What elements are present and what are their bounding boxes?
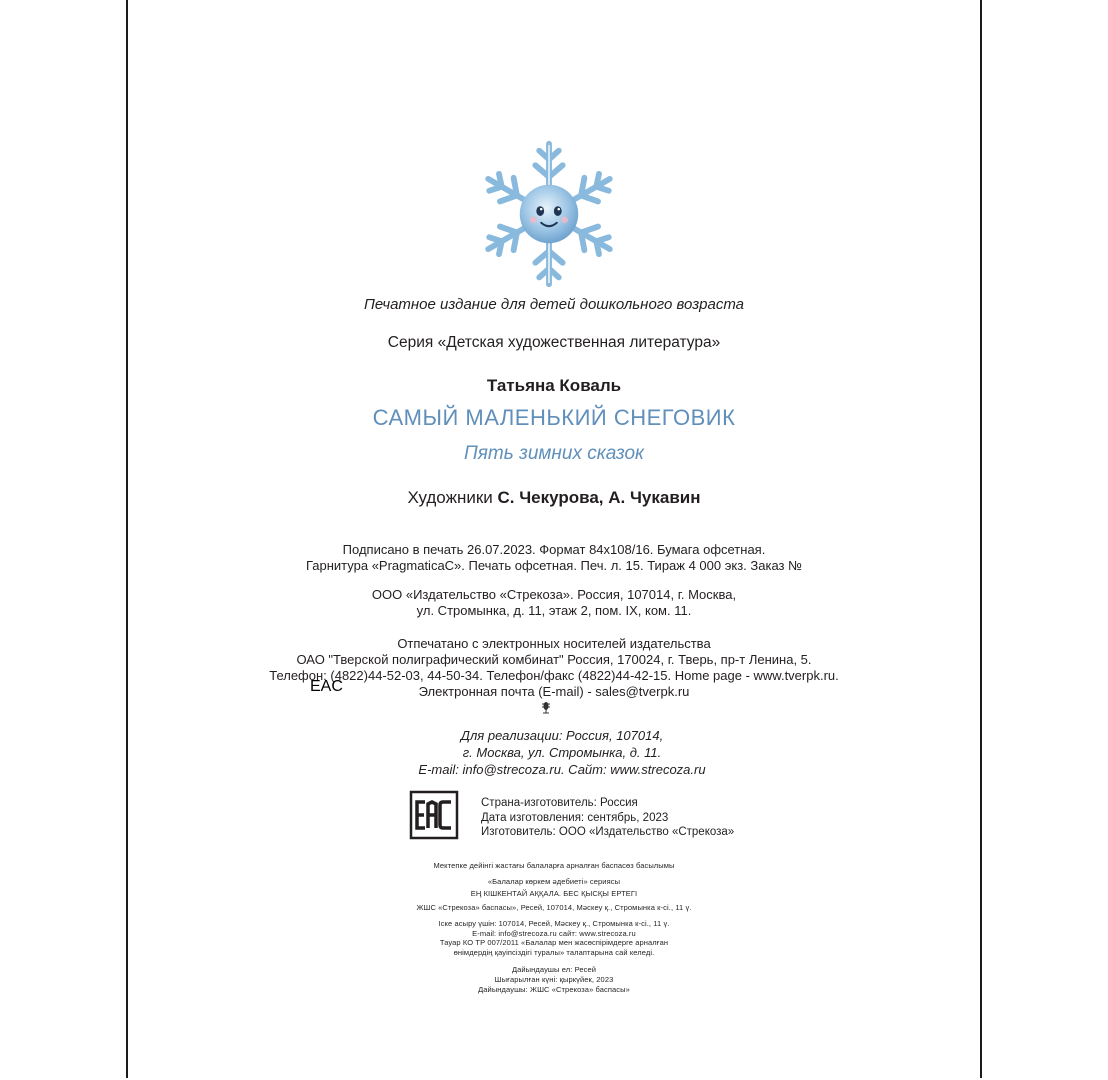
eac-mark-text: EAC xyxy=(310,678,343,695)
printer-logo-icon xyxy=(540,698,552,714)
print-info-line: Гарнитура «PragmaticaC». Печать офсетная. Печ. л. 15. Тираж 4 000 экз. Заказ № xyxy=(305,558,803,573)
kazakh-manufacturer-line: Шығарылған күні: қыркүйек, 2023 xyxy=(494,975,614,984)
kazakh-distribution-line: Іске асыру үшін: 107014, Ресей, Мәскеу қ., Стромынка к-сі., 11 ү. xyxy=(438,919,670,928)
series-line: Серия «Детская художественная литература» xyxy=(387,334,721,351)
book-subtitle: Пять зимних сказок xyxy=(463,443,645,464)
kazakh-edition-line: Мектепке дейінгі жастағы балаларға арналған баспасөз басылымы xyxy=(433,861,675,870)
kazakh-compliance-block xyxy=(0,938,1108,958)
publisher-line: ул. Стромынка, д. 11, этаж 2, пом. IX, ком. 11. xyxy=(416,603,692,618)
snowflake-character-illustration xyxy=(471,136,627,292)
edition-intro: Печатное издание для детей дошкольного возраста xyxy=(363,296,745,313)
kazakh-compliance-line: өнімдердің қауіпсіздігі туралы» талаптарына сай келеді. xyxy=(453,948,655,957)
manufacturer-block xyxy=(481,796,734,840)
print-info-block xyxy=(0,542,1108,574)
publisher-block xyxy=(0,587,1108,619)
author-name: Татьяна Коваль xyxy=(486,376,622,395)
printer-block xyxy=(0,636,1108,700)
kazakh-manufacturer-line: Дайындаушы ел: Ресей xyxy=(511,965,597,974)
kazakh-manufacturer-line: Дайындаушы: ЖШС «Стрекоза» баспасы» xyxy=(478,985,630,994)
manufacturer-line: Изготовитель: ООО «Издательство «Стрекоза» xyxy=(481,826,735,838)
printer-line: Электронная почта (E-mail) - sales@tverpk.ru xyxy=(418,684,690,699)
manufacturer-line: Дата изготовления: сентябрь, 2023 xyxy=(481,811,669,824)
printer-line: Телефон: (4822)44-52-03, 44-50-34. Телефон/факс (4822)44-42-15. Home page - www.tverpk.ru. xyxy=(269,668,839,683)
eac-mark-icon xyxy=(310,678,458,839)
artists-label: Художники xyxy=(407,488,493,507)
manufacturer-line: Страна-изготовитель: Россия xyxy=(481,797,638,809)
kazakh-manufacturer-block xyxy=(0,965,1108,995)
distribution-line: E-mail: info@strecoza.ru. Сайт: www.strecoza.ru xyxy=(418,762,706,777)
distribution-line: Для реализации: Россия, 107014, xyxy=(460,728,664,743)
kazakh-series-line: «Балалар көркем әдебиеті» сериясы xyxy=(487,877,621,886)
distribution-block xyxy=(382,727,742,778)
artists-line xyxy=(0,488,1108,508)
kazakh-title-line: ЕҢ КІШКЕНТАЙ АҚҚАЛА. БЕС ҚЫСҚЫ ЕРТЕГІ xyxy=(470,889,638,898)
distribution-line: г. Москва, ул. Стромынка, д. 11. xyxy=(462,745,662,760)
publisher-line: ООО «Издательство «Стрекоза». Россия, 107014, г. Москва, xyxy=(371,587,737,602)
printer-line: ОАО "Тверской полиграфический комбинат" Россия, 170024, г. Тверь, пр-т Ленина, 5. xyxy=(296,652,812,667)
kazakh-publisher-line: ЖШС «Стрекоза» баспасы», Ресей, 107014, Мәскеу қ., Стромынка к-сі., 11 ү. xyxy=(416,903,692,912)
artists-names: С. Чекурова, А. Чукавин xyxy=(497,488,701,507)
printer-line: Отпечатано с электронных носителей издательства xyxy=(397,636,711,651)
kazakh-distribution-block xyxy=(0,919,1108,939)
book-title: САМЫЙ МАЛЕНЬКИЙ СНЕГОВИК xyxy=(372,405,736,430)
print-info-line: Подписано в печать 26.07.2023. Формат 84x108/16. Бумага офсетная. xyxy=(342,542,766,557)
kazakh-compliance-line: Тауар КО ТР 007/2011 «Балалар мен жасөспірімдерге арналған xyxy=(439,938,669,947)
kazakh-contact-line: E-mail: info@strecoza.ru сайт: www.strecoza.ru xyxy=(472,929,636,938)
